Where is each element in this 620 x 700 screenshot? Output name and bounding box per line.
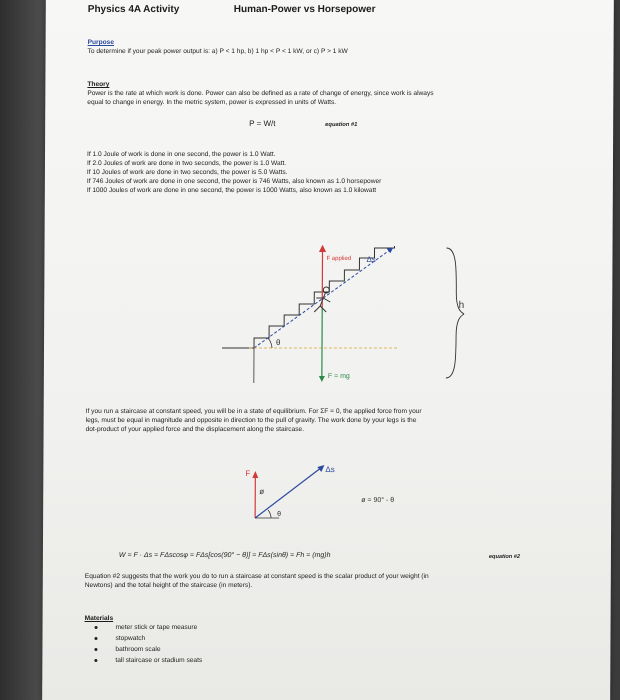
height-label: h <box>458 300 465 311</box>
equation-2-line-1: Equation #2 suggests that the work you do to run a staircase at constant speed is the scalar product of your weight (in <box>84 573 429 580</box>
theory-line-1: Power is the rate at which work is done. Power can also be defined as a rate of change of energy, since work is always <box>87 90 434 97</box>
material-item-label: stopwatch <box>115 635 146 642</box>
equation-2: W = F · Δs = FΔscosφ = FΔs[cos(90° − θ)] = FΔs(sinθ) = Fh = (mg)h <box>118 552 331 559</box>
material-item-label: tall staircase or stadium seats <box>115 657 203 664</box>
equilibrium-line-2: legs, must be equal in magnitude and opposite in direction to the pull of gravity. The work done by your legs is the <box>85 417 417 424</box>
material-item <box>95 624 198 631</box>
worksheet-page <box>42 0 614 700</box>
example-4: If 746 Joules of work are done in one second, the power is 746 Watts, also known as 1.0 horsepower <box>86 178 382 185</box>
ds-vector <box>255 466 323 518</box>
example-2: If 2.0 Joules of work are done in two seconds, the power is 1.0 Watt. <box>86 160 287 167</box>
equilibrium-line-1: If you run a staircase at constant speed, you will be in a state of equilibrium. For ΣF = 0, the applied force from your <box>85 408 422 415</box>
purpose-text: To determine if your peak power output is: a) P < 1 hp, b) 1 hp < P < 1 kW, or c) P > 1 kW <box>87 48 348 55</box>
page-title: Human-Power vs Horsepower <box>233 4 376 15</box>
ds-label-2: Δs <box>325 465 335 474</box>
material-item <box>94 657 202 664</box>
material-item-label: bathroom scale <box>115 646 161 653</box>
equation-1-text: P = W/t <box>249 119 276 128</box>
material-item-label: meter stick or tape measure <box>115 624 198 631</box>
material-item <box>94 646 160 653</box>
equation-2-line-2: Newtons) and the total height of the staircase (in meters). <box>84 582 253 589</box>
equation-2-label: equation #2 <box>488 554 521 560</box>
vector-angle-diagram <box>239 458 439 530</box>
equation-1 <box>249 119 275 128</box>
force-label: F <box>245 469 251 478</box>
phi-relation: ø = 90° - θ <box>361 497 395 504</box>
materials-heading: Materials <box>84 615 114 622</box>
gravity-label: F = mg <box>327 373 350 380</box>
theory-heading: Theory <box>87 81 110 88</box>
applied-force-label: F applied <box>326 256 352 262</box>
theory-line-2: equal to change in energy. In the metric system, power is expressed in units of Watts. <box>87 99 337 106</box>
example-3: If 10 Joules of work are done in two seconds, the power is 5.0 Watts. <box>86 169 288 176</box>
phi-label: ø <box>259 487 265 496</box>
ds-label: Δs <box>366 255 376 264</box>
equilibrium-line-3: dot-product of your applied force and the displacement along the staircase. <box>85 426 305 433</box>
theta-label-2: θ <box>277 511 282 518</box>
staircase-diagram <box>194 208 465 388</box>
equation-1-label: equation #1 <box>325 122 358 128</box>
height-brace <box>446 248 465 378</box>
example-1: If 1.0 Joule of work is done in one second, the power is 1.0 Watt. <box>87 151 276 158</box>
theta-label: θ <box>276 338 281 347</box>
purpose-heading: Purpose <box>87 39 115 46</box>
course-title: Physics 4A Activity <box>87 4 180 15</box>
example-5: If 1000 Joules of work are done in one second, the power is 1000 Watts, also known as 1.0 kilowatt <box>86 187 377 194</box>
material-item <box>94 635 145 642</box>
